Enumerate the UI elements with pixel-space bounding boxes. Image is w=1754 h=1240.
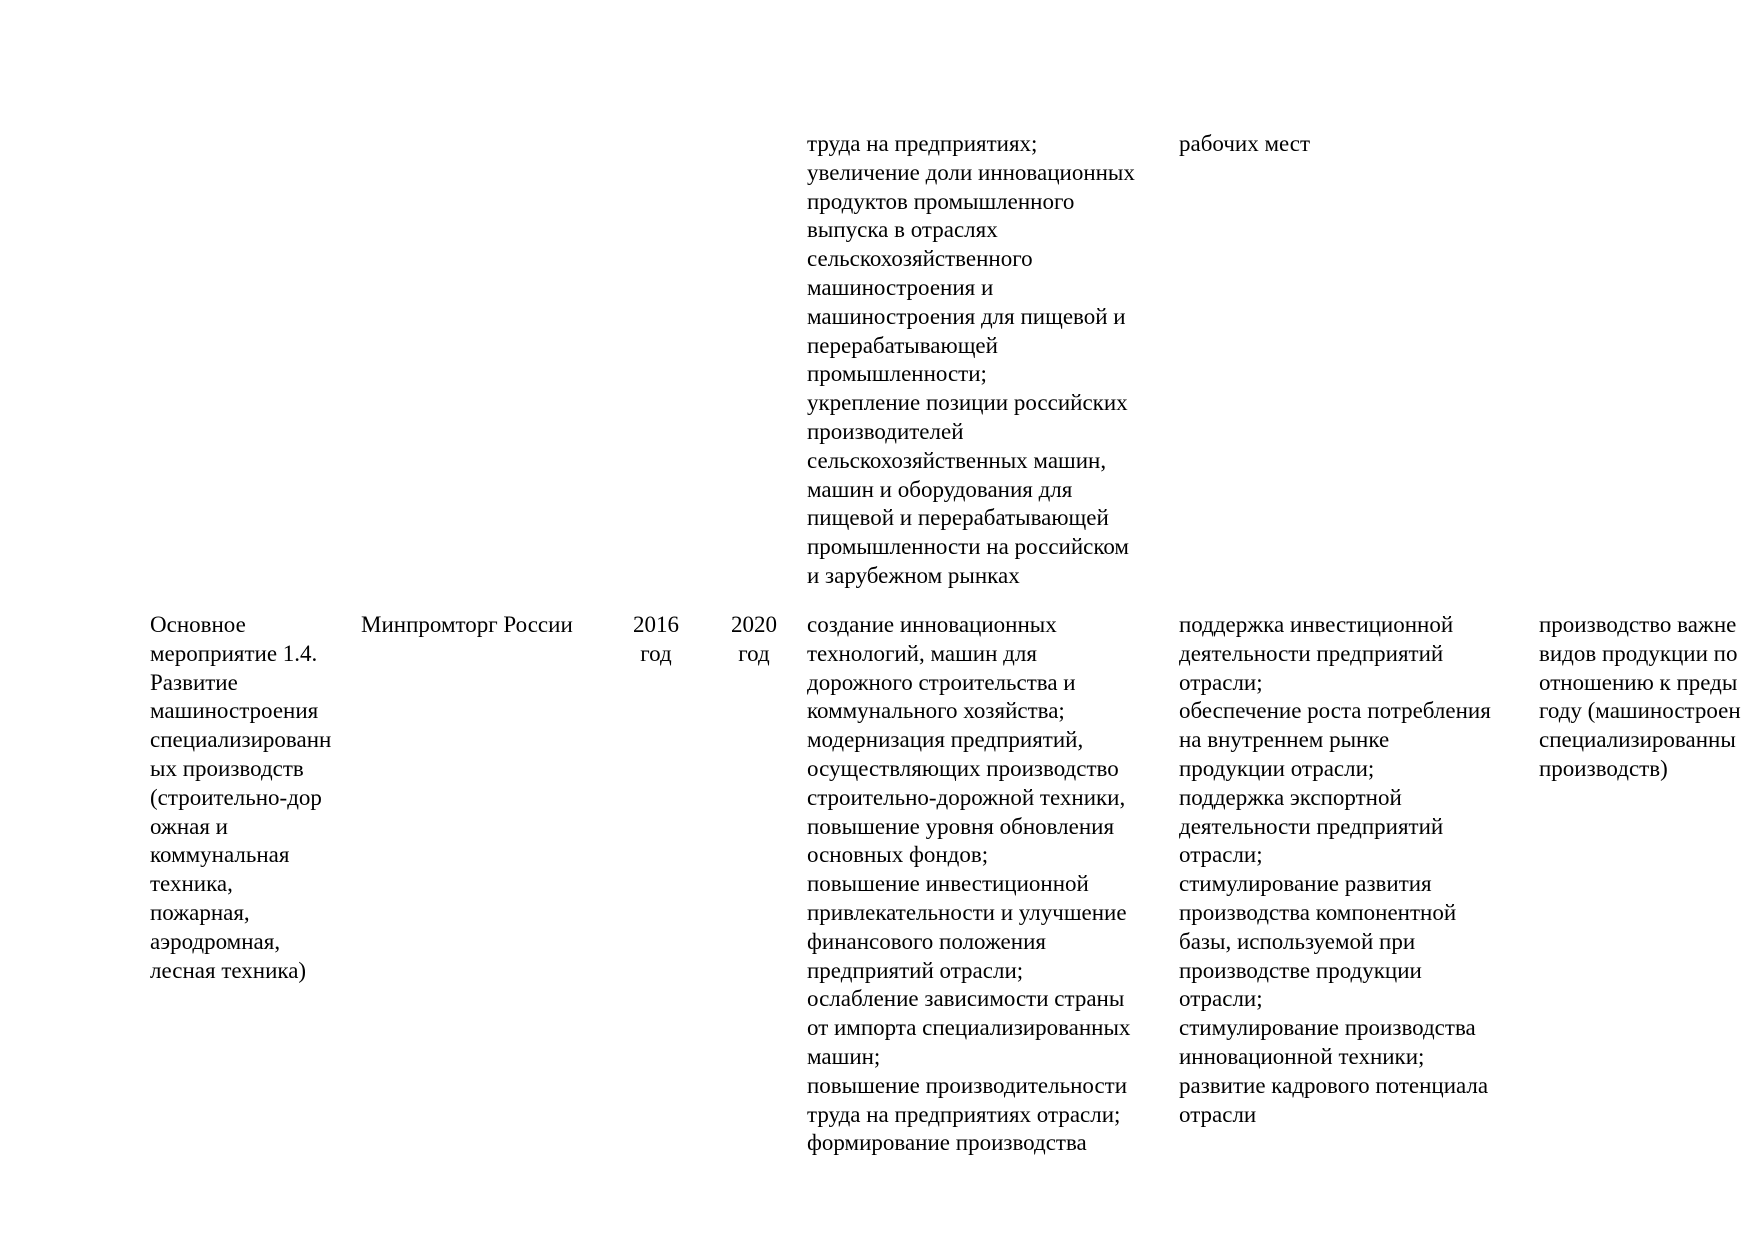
text-line: специализированн [150,727,332,753]
text-line: создание инновационных [807,612,1057,637]
text-line: машиностроения для пищевой и [807,303,1126,329]
text-line: год [640,640,672,666]
text-line: отрасли; [1179,669,1263,695]
row2-activity-name-cell [150,611,331,985]
text-line: машиностроения [150,698,319,724]
text-line: отрасли [1179,1101,1257,1127]
text-line: сельскохозяйственного [807,246,1033,272]
text-line: 2016 [633,612,679,637]
text-line: выпуска в отраслях [807,217,998,243]
text-line: перерабатывающей [807,332,998,358]
text-line: повышение инвестиционной [807,871,1089,897]
text-line: поддержка экспортной [1179,784,1402,810]
text-line: аэродромная, [150,928,281,954]
text-line: стимулирование производства [1179,1015,1476,1041]
text-line: строительно-дорожной техники, [807,784,1126,810]
text-line: машиностроения и [807,274,994,300]
row2-end-year-cell [718,611,790,669]
text-line: стимулирование развития [1179,871,1432,897]
text-line: отрасли; [1179,986,1263,1012]
row1-impact-cell [1179,130,1310,159]
text-line: продукции отрасли; [1179,755,1375,781]
text-line: 2020 [731,612,777,637]
text-line: Развитие [150,669,238,695]
text-line: год [738,640,770,666]
text-line: производителей [807,418,964,444]
text-line: предприятий отрасли; [807,957,1024,983]
text-line: (строительно-дор [150,784,322,810]
text-line: повышение уровня обновления [807,813,1115,839]
text-line: видов продукции по [1539,640,1738,666]
text-line: деятельности предприятий [1179,640,1444,666]
text-line: и зарубежном рынках [807,562,1020,588]
text-line: ых производств [150,755,304,781]
text-line: ослабление зависимости страны [807,986,1125,1012]
text-line: поддержка инвестиционной [1179,612,1454,637]
text-line: пожарная, [150,899,250,925]
text-line: промышленности на российском [807,534,1129,560]
text-line: машин и оборудования для [807,476,1073,502]
text-line: году (машиностроен [1539,698,1741,724]
text-line: дорожного строительства и [807,669,1076,695]
row2-problems-cell [1179,611,1491,1129]
text-line: ожная и [150,813,228,839]
text-line: специализированны [1539,727,1736,753]
text-line: привлекательности и улучшение [807,899,1127,925]
text-line: техника, [150,871,233,897]
text-line: Основное [150,612,246,637]
text-line: обеспечение роста потребления [1179,698,1491,724]
row2-executor-cell [361,611,573,640]
text-line: от импорта специализированных [807,1015,1131,1041]
text-line: деятельности предприятий [1179,813,1444,839]
text-line: коммунальная [150,842,290,868]
row2-indicators-cell [1539,611,1741,784]
text-line: развитие кадрового потенциала [1179,1072,1489,1098]
text-line: промышленности; [807,361,987,387]
text-line: формирование производства [807,1130,1087,1156]
row2-start-year-cell [620,611,692,669]
text-line: инновационной техники; [1179,1043,1425,1069]
text-line: повышение производительности [807,1072,1128,1098]
text-line: машин; [807,1043,881,1069]
text-line: производстве продукции [1179,957,1422,983]
text-line: рабочих мест [1179,131,1311,156]
text-line: модернизация предприятий, [807,727,1084,753]
text-line: финансового положения [807,928,1046,954]
text-line: лесная техника) [150,957,307,983]
text-line: отрасли; [1179,842,1263,868]
text-line: труда на предприятиях; [807,131,1038,156]
text-line: продуктов промышленного [807,188,1075,214]
text-line: укрепление позиции российских [807,390,1128,416]
text-line: производств) [1539,755,1668,781]
text-line: осуществляющих производство [807,755,1119,781]
text-line: увеличение доли инновационных [807,159,1135,185]
text-line: на внутреннем рынке [1179,727,1390,753]
text-line: коммунального хозяйства; [807,698,1065,724]
text-line: труда на предприятиях отрасли; [807,1101,1121,1127]
text-line: основных фондов; [807,842,989,868]
text-line: технологий, машин для [807,640,1037,666]
row2-effects-cell [807,611,1130,1158]
text-line: отношению к преды [1539,669,1738,695]
text-line: пищевой и перерабатывающей [807,505,1109,531]
text-line: базы, используемой при [1179,928,1416,954]
text-line: мероприятие 1.4. [150,640,318,666]
text-line: производства компонентной [1179,899,1457,925]
text-line: Минпромторг России [361,612,573,637]
text-line: сельскохозяйственных машин, [807,447,1107,473]
row1-effects-cell [807,130,1135,591]
text-line: производство важне [1539,612,1737,637]
